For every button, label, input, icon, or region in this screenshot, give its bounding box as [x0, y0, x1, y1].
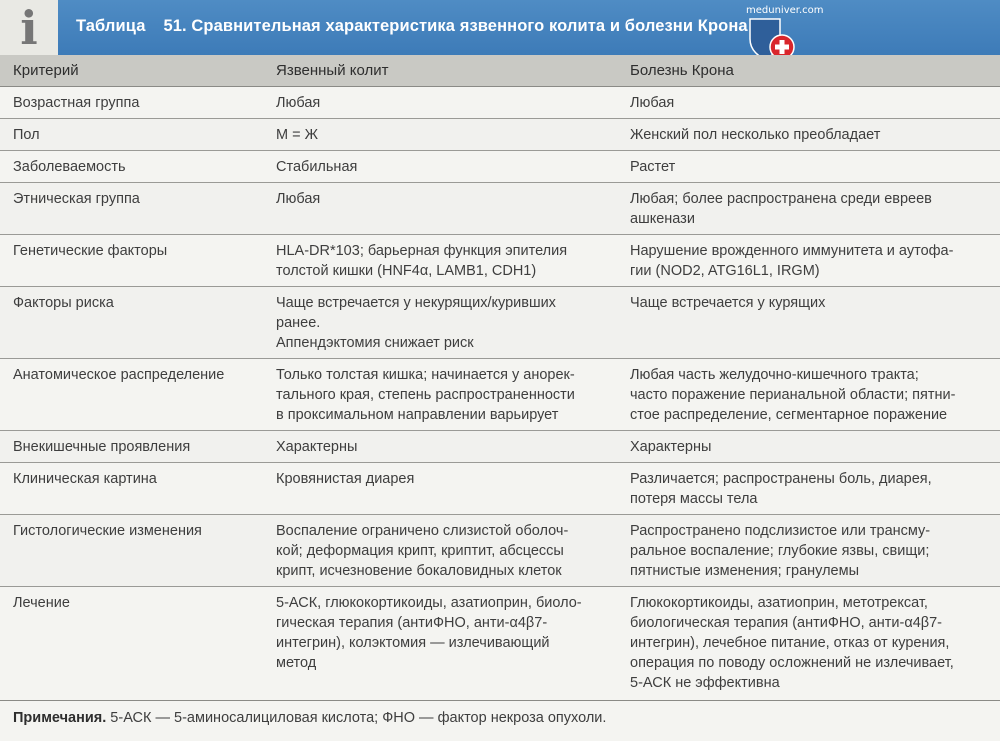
row-ulcerative-colitis: Воспаление ограничено слизистой оболоч- кой; деформация крипт, криптит, абсцессы крипт, исчезновение бокаловидных клеток — [276, 523, 569, 579]
column-header-criterion: Критерий — [13, 62, 79, 79]
column-header-row — [0, 55, 1000, 87]
table-row — [0, 119, 1000, 151]
table-row — [0, 463, 1000, 515]
row-criterion: Заболеваемость — [13, 159, 126, 175]
watermark-text: meduniver.com — [746, 5, 824, 16]
table-row — [0, 515, 1000, 587]
table-bottom-divider — [0, 700, 1000, 701]
table-row — [0, 287, 1000, 359]
row-criterion: Лечение — [13, 595, 70, 611]
row-crohns-disease: Женский пол несколько преобладает — [630, 127, 881, 143]
row-ulcerative-colitis: М = Ж — [276, 127, 318, 143]
table-row — [0, 87, 1000, 119]
row-ulcerative-colitis: Любая — [276, 191, 321, 207]
row-ulcerative-colitis: Чаще встречается у некурящих/куривших ранее. Аппендэктомия снижает риск — [276, 295, 556, 351]
row-crohns-disease: Любая часть желудочно-кишечного тракта; часто поражение перианальной области; пятни- стое распределение, сегментарное поражение — [630, 367, 956, 423]
row-crohns-disease: Нарушение врожденного иммунитета и аутофа- гии (NOD2, ATG16L1, IRGM) — [630, 243, 954, 279]
table-row — [0, 151, 1000, 183]
row-crohns-disease: Растет — [630, 159, 676, 175]
row-criterion: Генетические факторы — [13, 243, 168, 259]
row-ulcerative-colitis: Характерны — [276, 439, 358, 455]
row-ulcerative-colitis: HLA-DR*103; барьерная функция эпителия толстой кишки (HNF4α, LAMB1, CDH1) — [276, 243, 568, 279]
table-title-bar — [0, 0, 1000, 55]
row-criterion: Анатомическое распределение — [13, 367, 225, 383]
row-criterion: Внекишечные проявления — [13, 439, 191, 455]
row-criterion: Возрастная группа — [13, 95, 140, 111]
table-row — [0, 359, 1000, 431]
row-crohns-disease: Чаще встречается у курящих — [630, 295, 826, 311]
table-row — [0, 235, 1000, 287]
column-header-ulcerative-colitis: Язвенный колит — [276, 62, 389, 79]
row-ulcerative-colitis: Стабильная — [276, 159, 358, 175]
column-header-crohns-disease: Болезнь Крона — [630, 62, 734, 79]
row-ulcerative-colitis: Кровянистая диарея — [276, 471, 415, 487]
row-ulcerative-colitis: Любая — [276, 95, 321, 111]
row-ulcerative-colitis: Только толстая кишка; начинается у анорек- тального края, степень распространенности в проксимальном направлении варьирует — [276, 367, 575, 423]
table-row — [0, 587, 1000, 700]
row-crohns-disease: Любая — [630, 95, 675, 111]
footnote-label: Примечания. — [13, 710, 107, 726]
table-title-prefix: Таблица — [76, 17, 146, 35]
footnote-text: 5-АСК — 5-аминосалициловая кислота; ФНО — фактор некроза опухоли. — [106, 710, 607, 726]
row-crohns-disease: Глюкокортикоиды, азатиоприн, метотрексат, биологическая терапия (антиФНО, анти-α4β7- интегрин), лечебное питание, отказ от курения, операция по поводу осложнений не излечивает, 5-АСК не эффективна — [630, 595, 954, 691]
row-criterion: Факторы риска — [13, 295, 114, 311]
row-criterion: Клиническая картина — [13, 471, 157, 487]
table-row — [0, 183, 1000, 235]
row-criterion: Гистологические изменения — [13, 523, 202, 539]
table-row — [0, 431, 1000, 463]
row-crohns-disease: Любая; более распространена среди евреев ашкенази — [630, 191, 932, 227]
row-crohns-disease: Характерны — [630, 439, 712, 455]
row-crohns-disease: Распространено подслизистое или трансму- ральное воспаление; глубокие язвы, свищи; пятнистые изменения; гранулемы — [630, 523, 931, 579]
table-footnote — [13, 710, 606, 726]
table-title-main: 51. Сравнительная характеристика язвенного колита и болезни Крона — [163, 17, 748, 35]
row-criterion: Пол — [13, 127, 40, 143]
row-ulcerative-colitis: 5-АСК, глюкокортикоиды, азатиоприн, биоло- гическая терапия (антиФНО, анти-α4β7- интегрин), колэктомия — излечивающий метод — [276, 595, 582, 671]
row-crohns-disease: Различается; распространены боль, диарея, потеря массы тела — [630, 471, 932, 507]
row-criterion: Этническая группа — [13, 191, 140, 207]
table-title — [76, 17, 748, 36]
info-icon: i — [0, 0, 58, 55]
